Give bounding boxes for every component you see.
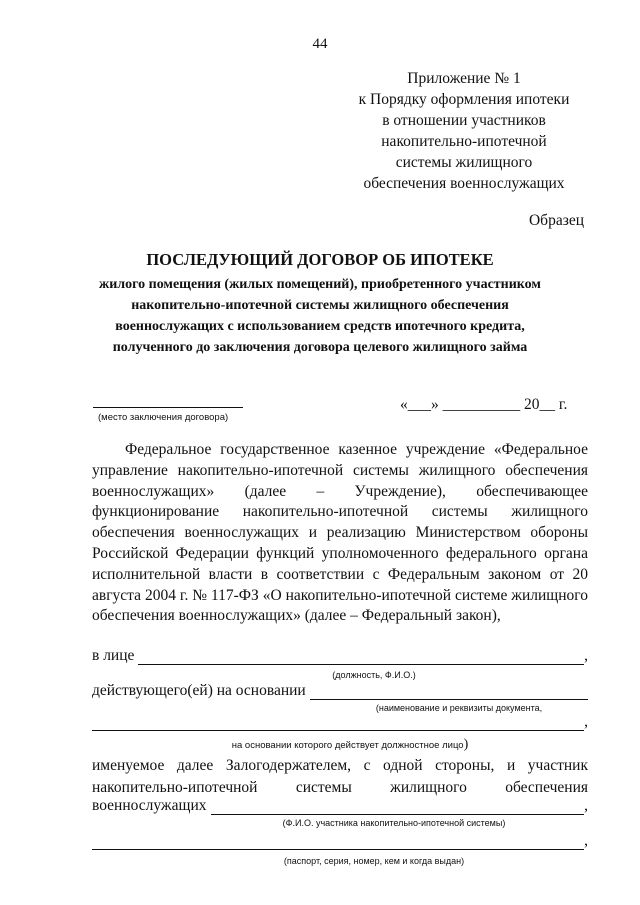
document-continuation-line [92, 716, 584, 731]
basis-caption-text: на основании которого действует должностное лицо [231, 740, 464, 751]
servicemen-label: военнослужащих [92, 797, 207, 814]
in-person-label: в лице [92, 647, 135, 664]
servicemen-row [92, 797, 588, 815]
document-continuation-row [92, 713, 588, 731]
appendix-header [344, 68, 584, 194]
basis-caption [200, 737, 500, 753]
comma: , [584, 797, 588, 814]
appendix-line: системы жилищного [395, 154, 533, 171]
intro-paragraph [92, 440, 588, 627]
comma: , [584, 713, 588, 730]
appendix-line: Приложение № 1 [407, 70, 521, 87]
intro-text: Федеральное государственное казенное учреждение «Федеральное управление накопительно-ипотечной системы жилищного обеспечения военнослужащих» (далее – Учреждение), обеспечивающее функционирование накопительно-ипотечной системы жилищного обеспечения военнослужащих и реализацию Министерством обороны Российской Федерации функций уполномоченного федерального органа исполнительной власти в соответствии с Федеральным законом от 20 августа 2004 г. № 117-ФЗ «О накопительно-ипотечной системе жилищного обеспечения военнослужащих» (далее – Федеральный закон), [92, 441, 588, 625]
passport-blank-line [92, 835, 584, 850]
place-caption: (место заключения договора) [98, 412, 229, 423]
pledgeholder-paragraph: именуемое далее Залогодержателем, с одной стороны, и участник накопительно-ипотечной системы жилищного обеспечения [92, 757, 588, 796]
appendix-line: к Порядку оформления ипотеки [358, 91, 570, 108]
participant-caption: (Ф.И.О. участника накопительно-ипотечной системы) [282, 818, 506, 828]
date-line: «___» __________ 20__ г. [400, 396, 568, 413]
position-caption: (должность, Ф.И.О.) [332, 670, 416, 680]
document-caption: (наименование и реквизиты документа, [375, 703, 543, 713]
document-title: ПОСЛЕДУЮЩИЙ ДОГОВОР ОБ ИПОТЕКЕ [146, 250, 494, 269]
position-blank-line [138, 650, 584, 665]
appendix-line: накопительно-ипотечной [381, 133, 547, 150]
document-blank-line [310, 685, 588, 700]
acting-label: действующего(ей) на основании [92, 682, 306, 699]
place-blank-line [93, 407, 243, 408]
comma: , [584, 832, 588, 849]
comma: , [584, 647, 588, 664]
page-number: 44 [312, 36, 328, 52]
passport-caption: (паспорт, серия, номер, кем и когда выдан) [283, 856, 465, 866]
in-person-row [92, 647, 588, 665]
acting-row [92, 682, 588, 700]
appendix-line: в отношении участников [382, 112, 546, 129]
appendix-line: обеспечения военнослужащих [363, 175, 565, 192]
document-subtitle: жилого помещения (жилых помещений), приобретенного участником накопительно-ипотечной системы жилищного обеспечения военнослужащих с использованием средств ипотечного кредита, полученного до заключения договора целевого жилищного займа [99, 277, 541, 355]
participant-blank-line [211, 800, 585, 815]
close-paren: ) [463, 737, 469, 752]
passport-row [92, 832, 588, 850]
sample-label: Образец [528, 212, 584, 229]
